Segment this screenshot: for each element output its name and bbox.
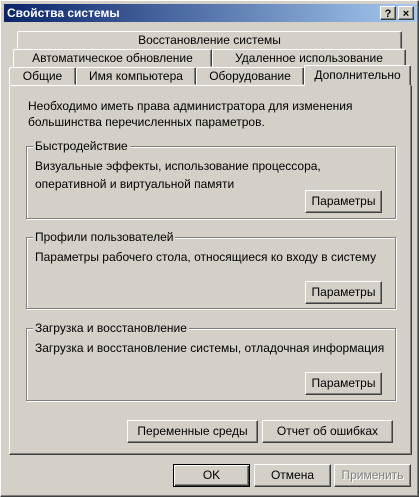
tab-advanced[interactable]: Дополнительно xyxy=(304,65,411,86)
startup-recovery-group xyxy=(26,321,396,401)
tab-system-restore[interactable]: Восстановление системы xyxy=(17,31,402,49)
startup-recovery-settings-button[interactable]: Параметры xyxy=(305,372,382,395)
cancel-button[interactable]: Отмена xyxy=(254,464,331,487)
user-profiles-settings-button[interactable]: Параметры xyxy=(305,281,382,304)
performance-settings-button[interactable]: Параметры xyxy=(305,190,382,213)
tab-automatic-updates[interactable]: Автоматическое обновление xyxy=(13,49,212,67)
title-bar[interactable] xyxy=(4,4,417,22)
advanced-tab-panel xyxy=(9,85,412,455)
close-button[interactable]: × xyxy=(398,6,414,20)
startup-recovery-description: Загрузка и восстановление системы, отладочная информация xyxy=(35,341,385,355)
tab-general[interactable]: Общие xyxy=(9,67,76,85)
performance-group xyxy=(26,139,396,219)
user-profiles-group-title: Профили пользователей xyxy=(35,230,174,244)
user-profiles-group xyxy=(26,230,396,309)
performance-group-title: Быстродействие xyxy=(35,139,128,153)
admin-notice: Необходимо иметь права администратора для изменения большинства перечисленных параметров. xyxy=(28,99,353,129)
apply-button[interactable]: Применить xyxy=(334,464,411,487)
help-button[interactable]: ? xyxy=(380,6,396,20)
tab-computer-name[interactable]: Имя компьютера xyxy=(76,67,196,85)
ok-button[interactable]: OK xyxy=(173,464,250,487)
performance-description: Визуальные эффекты, использование процессора, оперативной и виртуальной памяти xyxy=(35,159,321,191)
user-profiles-description: Параметры рабочего стола, относящиеся ко входу в систему xyxy=(35,250,377,264)
environment-variables-button[interactable]: Переменные среды xyxy=(127,420,258,443)
error-reporting-button[interactable]: Отчет об ошибках xyxy=(262,420,393,443)
startup-recovery-group-title: Загрузка и восстановление xyxy=(35,321,187,335)
window-title: Свойства системы xyxy=(7,6,120,20)
tab-hardware[interactable]: Оборудование xyxy=(196,67,304,85)
tab-remote[interactable]: Удаленное использование xyxy=(212,49,406,67)
